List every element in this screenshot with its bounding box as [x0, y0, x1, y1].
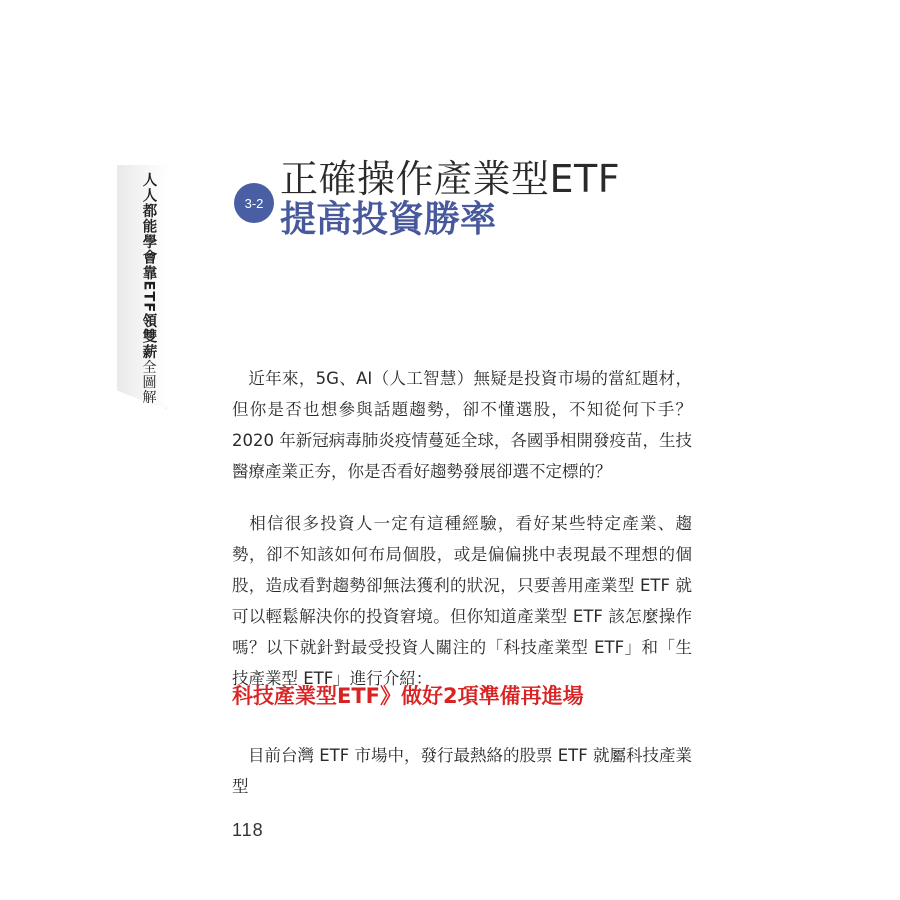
chapter-subtitle: 提高投資勝率: [280, 199, 497, 240]
body-paragraph-3: [232, 740, 692, 802]
chapter-title: 正確操作產業型ETF: [280, 157, 621, 201]
body-paragraph-2: [232, 508, 692, 694]
paragraph-1-text: 近年來，5G、AI（人工智慧）無疑是投資市場的當紅題材，但你是否也想參與話題趨勢，卻不懂選股，不知從何下手？ 2020 年新冠病毒肺炎疫情蔓延全球，各國爭相開發疫苗，生技醫療產業正夯，你是否看好趨勢發展卻選不定標的？: [232, 369, 692, 481]
paragraph-2-text: 相信很多投資人一定有這種經驗，看好某些特定產業、趨勢，卻不知該如何布局個股，或是偏偏挑中表現最不理想的個股，造成看對趨勢卻無法獲利的狀況，只要善用產業型 ETF 就可以輕鬆解決你的投資窘境。但你知道產業型 ETF 該怎麼操作嗎？以下就針對最受投資人關注的「科技產業型 ETF」和「生技產業型 ETF」進行介紹：: [232, 514, 692, 688]
book-title-light: 全圖解: [140, 359, 157, 405]
page-number: 118: [232, 820, 264, 840]
section-heading: 科技產業型ETF》做好2項準備再進場: [232, 684, 584, 708]
book-title-bold: 人人都能學會靠ETF領雙薪: [140, 172, 157, 360]
section-number-badge: 3-2: [234, 183, 274, 223]
book-title-vertical: [141, 172, 156, 405]
paragraph-3-text: 目前台灣 ETF 市場中，發行最熱絡的股票 ETF 就屬科技產業型: [232, 746, 692, 796]
body-paragraph-1: [232, 363, 692, 487]
